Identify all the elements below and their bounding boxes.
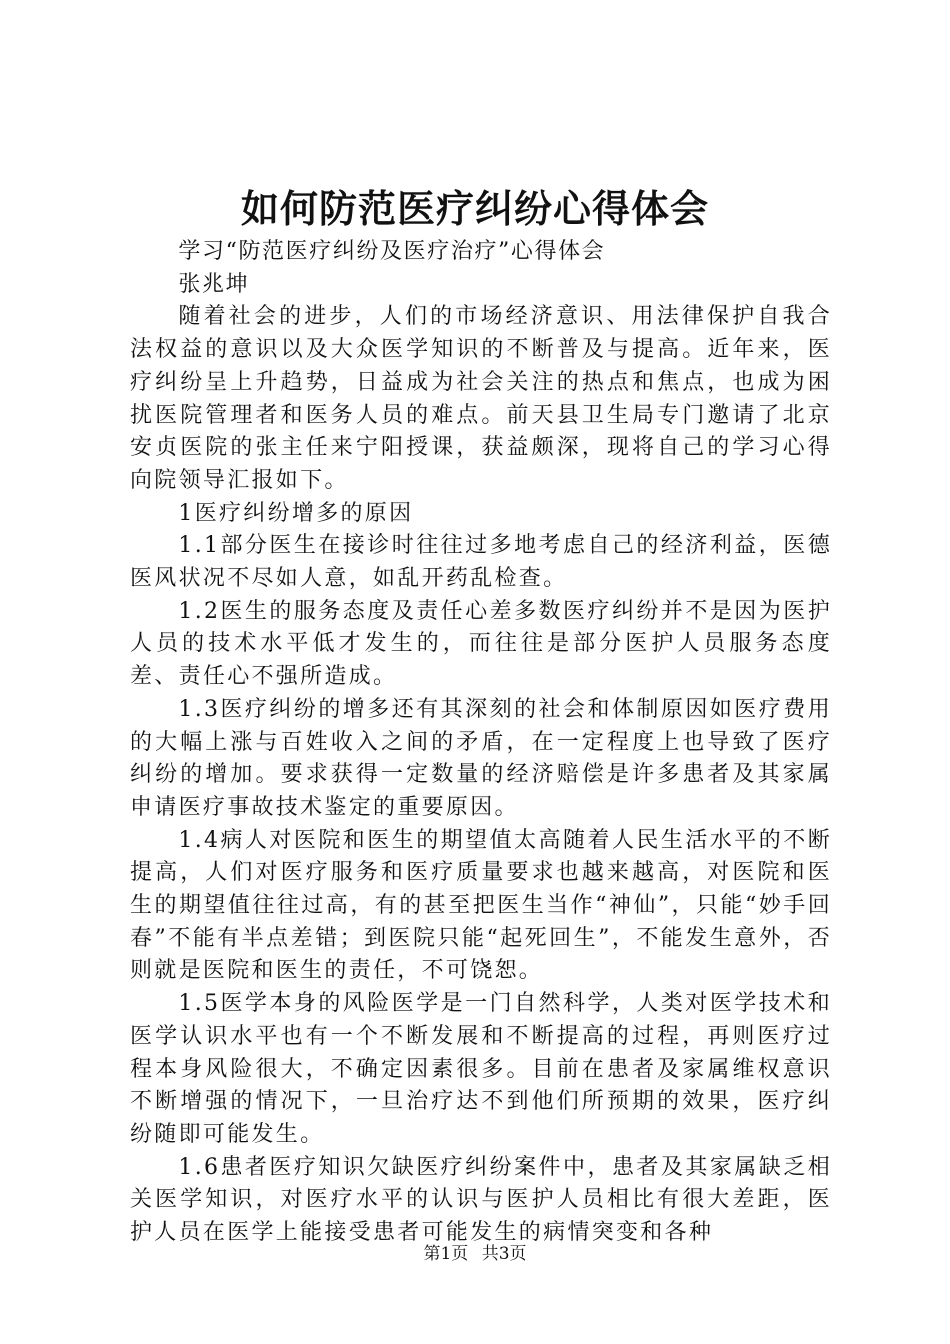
page-footer [0, 1242, 950, 1266]
author: 张兆坤 [178, 271, 250, 297]
paragraph-intro: 随着社会的进步，人们的市场经济意识、用法律保护自我合法权益的意识以及大众医学知识的不断普及与提高。近年来，医疗纠纷呈上升趋势，日益成为社会关注的热点和焦点，也成为困扰医院管理者和医务人员的难点。前天县卫生局专门邀请了北京安贞医院的张主任来宁阳授课，获益颇深，现将自己的学习心得向院领导汇报如下。 [130, 304, 832, 493]
paragraph-1-4: 1.4病人对医院和医生的期望值太高随着人民生活水平的不断提高，人们对医疗服务和医疗质量要求也越来越高，对医院和医生的期望值往往过高，有的甚至把医生当作“神仙”，只能“妙手回春”不能有半点差错；到医院只能“起死回生”，不能发生意外，否则就是医院和医生的责任，不可饶恕。 [130, 827, 832, 984]
section-heading: 1医疗纠纷增多的原因 [178, 500, 414, 526]
paragraph-1-2: 1.2医生的服务态度及责任心差多数医疗纠纷并不是因为医护人员的技术水平低才发生的，而往往是部分医护人员服务态度差、责任心不强所造成。 [130, 598, 832, 690]
paragraph-1-6: 1.6患者医疗知识欠缺医疗纠纷案件中，患者及其家属缺乏相关医学知识，对医疗水平的认识与医护人员相比有很大差距，医护人员在医学上能接受患者可能发生的病情突变和各种 [130, 1154, 832, 1246]
page-total: 共3页 [481, 1244, 527, 1264]
paragraph-1-3: 1.3医疗纠纷的增多还有其深刻的社会和体制原因如医疗费用的大幅上涨与百姓收入之间的矛盾，在一定程度上也导致了医疗纠纷的增加。要求获得一定数量的经济赔偿是许多患者及其家属申请医疗事故技术鉴定的重要原因。 [130, 696, 832, 820]
subtitle: 学习“防范医疗纠纷及医疗治疗”心得体会 [178, 239, 606, 264]
document-body [130, 236, 832, 1250]
paragraph-1-5: 1.5医学本身的风险医学是一门自然科学，人类对医学技术和医学认识水平也有一个不断发展和不断提高的过程，再则医疗过程本身风险很大，不确定因素很多。目前在患者及家属维权意识不断增强的情况下，一旦治疗达不到他们所预期的效果，医疗纠纷随即可能发生。 [130, 991, 832, 1147]
document-title: 如何防范医疗纠纷心得体会 [240, 186, 709, 231]
page-number: 第1页 [423, 1244, 469, 1264]
paragraph-1-1: 1.1部分医生在接诊时往往过多地考虑自己的经济利益，医德医风状况不尽如人意，如乱开药乱检查。 [130, 533, 832, 592]
